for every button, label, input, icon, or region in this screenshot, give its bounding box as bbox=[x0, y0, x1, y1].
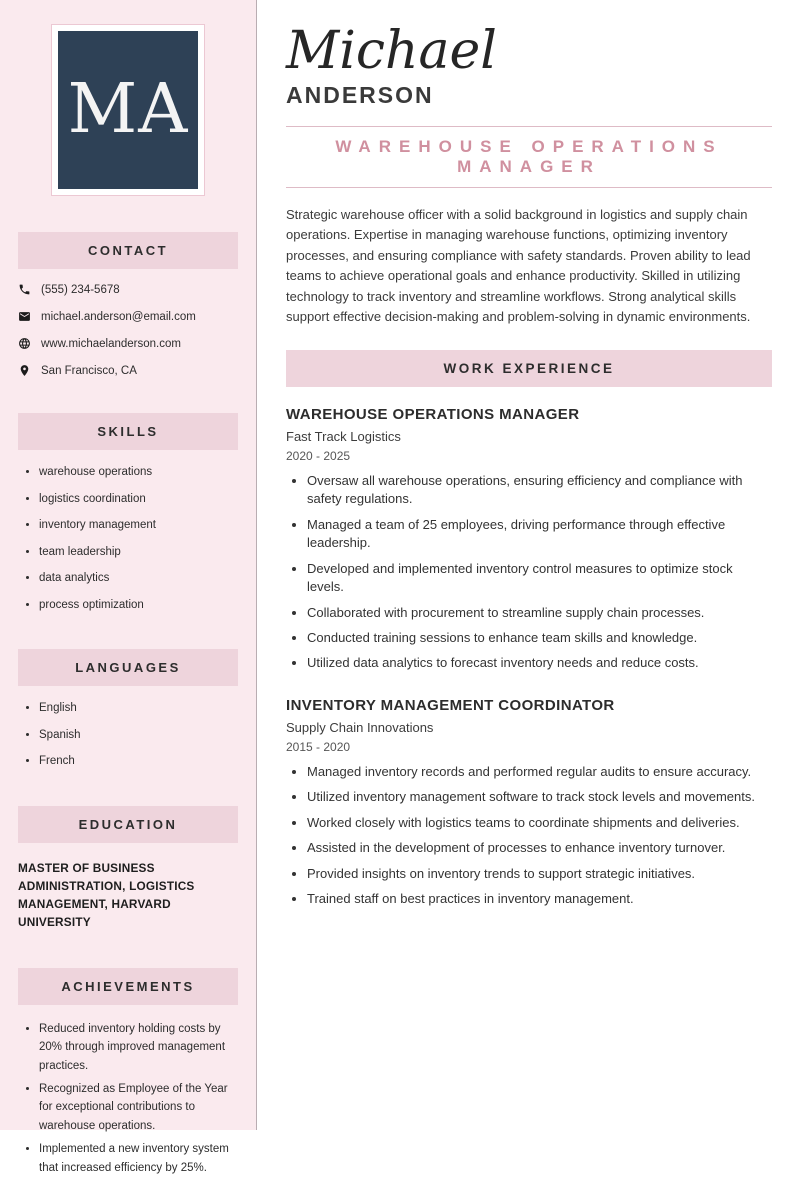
experience-bullet: • Managed inventory records and performed regular audits to ensure accuracy. bbox=[307, 763, 772, 781]
language-item: • English bbox=[39, 701, 238, 717]
skill-item: • logistics coordination bbox=[39, 492, 238, 508]
experience-entry bbox=[286, 697, 772, 909]
location-icon bbox=[18, 364, 31, 377]
job-company: Fast Track Logistics bbox=[286, 428, 401, 444]
job-role: INVENTORY MANAGEMENT COORDINATOR bbox=[286, 696, 615, 714]
contact-list bbox=[18, 283, 238, 377]
job-company: Supply Chain Innovations bbox=[286, 719, 434, 735]
contact-row-location bbox=[18, 364, 238, 377]
achievement-item: • Recognized as Employee of the Year for exceptional contributions to warehouse operations. bbox=[39, 1080, 238, 1135]
experience-entry bbox=[286, 406, 772, 673]
job-dates: 2020 - 2025 bbox=[286, 448, 351, 463]
experience-bullet: • Trained staff on best practices in inventory management. bbox=[307, 890, 772, 908]
job-dates: 2015 - 2020 bbox=[286, 739, 351, 754]
experience-bullet: • Developed and implemented inventory control measures to optimize stock levels. bbox=[307, 560, 772, 597]
skill-item: • warehouse operations bbox=[39, 465, 238, 481]
job-title: WAREHOUSE OPERATIONS MANAGER bbox=[335, 136, 723, 176]
contact-website-text: www.michaelanderson.com bbox=[41, 337, 181, 350]
languages-section-header: LANGUAGES bbox=[18, 649, 238, 686]
experience-bullet: • Managed a team of 25 employees, driving performance through effective leadership. bbox=[307, 516, 772, 553]
education-section bbox=[18, 806, 238, 932]
education-section-header: EDUCATION bbox=[18, 806, 238, 843]
languages-section bbox=[18, 649, 238, 770]
experience-bullet: • Utilized data analytics to forecast inventory needs and reduce costs. bbox=[307, 654, 772, 672]
professional-summary: Strategic warehouse officer with a solid background in logistics and supply chain operations. Expertise in managing warehouse functions, optimizing inventory processes, and ensuring compliance with safety standards. Proven ability to lead teams to achieve operational goals and enhance productivity. Skilled in utilizing technology to track inventory and streamline workflows. Strong analytical skills support effective decision-making and problem-solving in dynamic environments. bbox=[286, 206, 751, 325]
skill-item: • data analytics bbox=[39, 571, 238, 587]
main-content bbox=[257, 0, 800, 1130]
skill-item: • process optimization bbox=[39, 598, 238, 614]
job-bullets bbox=[286, 763, 772, 909]
achievements-section-header: ACHIEVEMENTS bbox=[18, 968, 238, 1005]
contact-row-website bbox=[18, 337, 238, 350]
achievements-list bbox=[18, 1020, 238, 1177]
contact-email-text: michael.anderson@email.com bbox=[41, 310, 196, 323]
profile-photo bbox=[58, 31, 198, 189]
skill-item: • team leadership bbox=[39, 545, 238, 561]
experience-bullet: • Oversaw all warehouse operations, ensuring efficiency and compliance with safety regulations. bbox=[307, 472, 772, 509]
skills-section bbox=[18, 413, 238, 613]
achievement-item: • Reduced inventory holding costs by 20% through improved management practices. bbox=[39, 1020, 238, 1075]
experience-bullet: • Assisted in the development of processes to enhance inventory turnover. bbox=[307, 839, 772, 857]
email-icon bbox=[18, 310, 31, 323]
contact-section-header: CONTACT bbox=[18, 232, 238, 269]
globe-icon bbox=[18, 337, 31, 350]
contact-row-email bbox=[18, 310, 238, 323]
contact-location-text: San Francisco, CA bbox=[41, 364, 137, 377]
language-item: • French bbox=[39, 754, 238, 770]
achievement-item: • Implemented a new inventory system that increased efficiency by 25%. bbox=[39, 1140, 238, 1177]
work-experience-header: WORK EXPERIENCE bbox=[286, 350, 772, 387]
job-bullets bbox=[286, 472, 772, 673]
skills-list bbox=[18, 465, 238, 613]
contact-phone-text: (555) 234-5678 bbox=[41, 283, 120, 296]
initials-monogram: MA bbox=[67, 70, 189, 149]
contact-row-phone bbox=[18, 283, 238, 296]
experience-bullet: • Conducted training sessions to enhance team skills and knowledge. bbox=[307, 629, 772, 647]
first-name: Michael bbox=[286, 21, 497, 81]
experience-bullet: • Utilized inventory management software to track stock levels and movements. bbox=[307, 788, 772, 806]
experience-bullet: • Worked closely with logistics teams to coordinate shipments and deliveries. bbox=[307, 814, 772, 832]
last-name: ANDERSON bbox=[286, 81, 434, 108]
contact-section bbox=[18, 232, 238, 377]
education-degree: MASTER OF BUSINESS ADMINISTRATION, LOGISTICS MANAGEMENT, HARVARD UNIVERSITY bbox=[18, 860, 195, 930]
languages-list bbox=[18, 701, 238, 770]
language-item: • Spanish bbox=[39, 728, 238, 744]
skills-section-header: SKILLS bbox=[18, 413, 238, 450]
experience-bullet: • Provided insights on inventory trends to support strategic initiatives. bbox=[307, 865, 772, 883]
achievements-section bbox=[18, 968, 238, 1177]
phone-icon bbox=[18, 283, 31, 296]
profile-photo-frame bbox=[51, 24, 205, 196]
skill-item: • inventory management bbox=[39, 518, 238, 534]
job-role: WAREHOUSE OPERATIONS MANAGER bbox=[286, 405, 580, 423]
sidebar bbox=[0, 0, 257, 1174]
job-title-band bbox=[286, 126, 772, 188]
experience-bullet: • Collaborated with procurement to streamline supply chain processes. bbox=[307, 604, 772, 622]
